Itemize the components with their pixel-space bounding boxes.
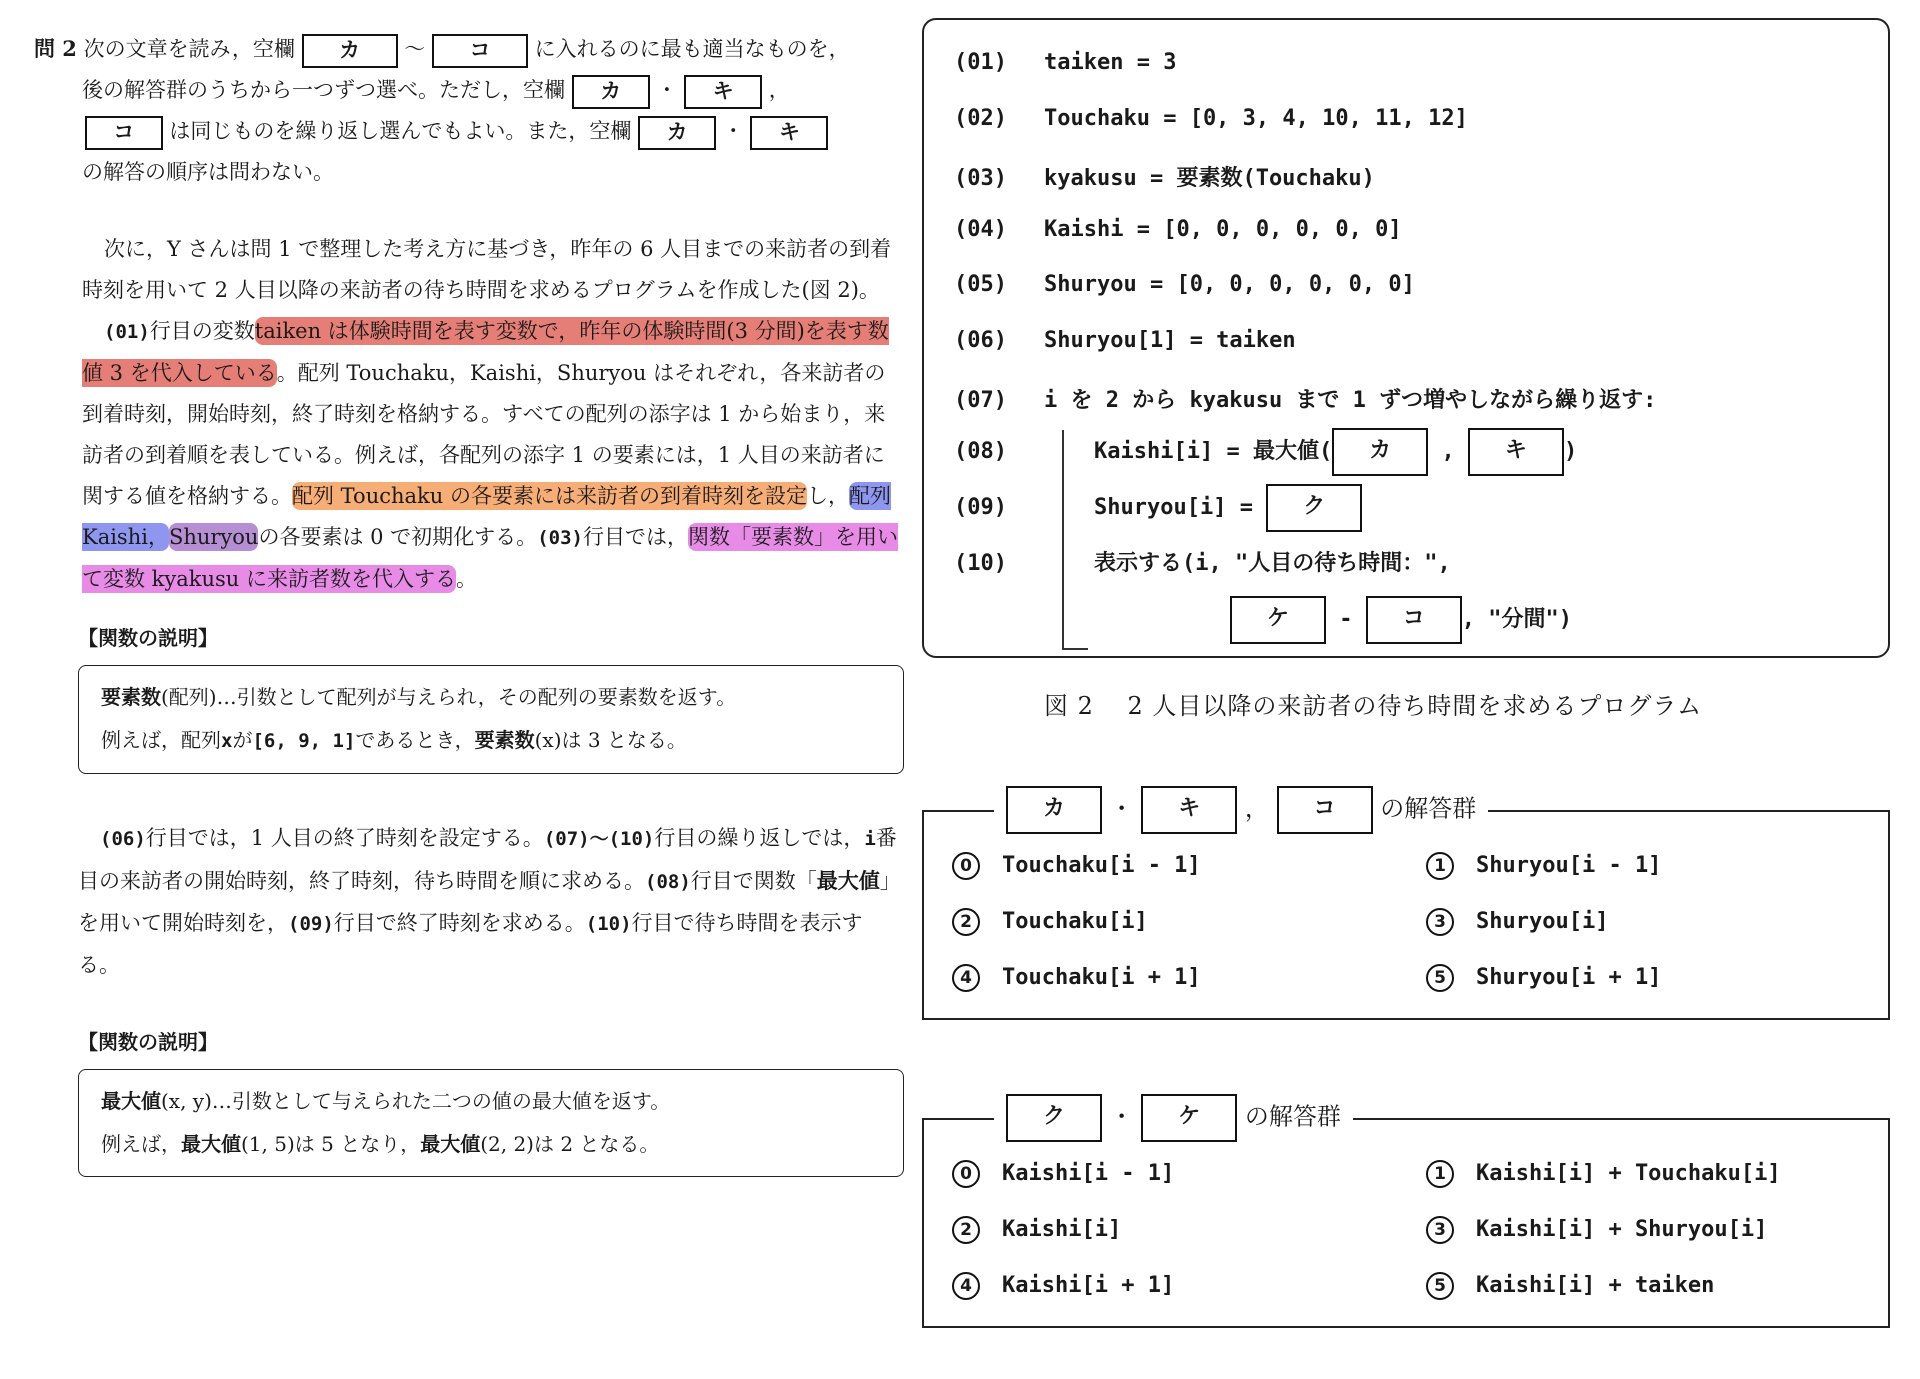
text: 行目で関数「 — [690, 869, 817, 893]
line-number: (09) — [954, 495, 1007, 520]
highlight-magenta: 関数「要素数」を用いて変数 kyakusu に来訪者数を代入する — [82, 525, 898, 591]
code: Kaishi = [0, 0, 0, 0, 0, 0] — [1044, 217, 1402, 242]
text: 。配列 Touchaku，Kaishi，Shuryou はそれぞれ，各来訪者の到着時刻，開始時刻，終了時刻を格納する。すべての配列の添字は 1 から始まり，来訪者の到着順を表している。例えば，各配列の添字 1 の要素には，1 人目の来訪者に関する値を格納する。 — [82, 361, 886, 508]
code: x — [221, 730, 233, 752]
line-number: (10) — [954, 551, 1007, 576]
answer-group-1 — [922, 794, 1890, 1020]
line-number: (04) — [954, 217, 1007, 242]
left-column — [34, 28, 904, 1177]
line-ref: (01) — [104, 321, 150, 343]
func-desc: (配列)…引数として配列が与えられ，その配列の要素数を返す。 — [161, 685, 737, 709]
comma: ， — [1244, 794, 1269, 823]
paragraph-2 — [34, 311, 904, 600]
program-line — [954, 383, 1656, 414]
text: 例えば， — [101, 1132, 181, 1156]
line-ref: (03) — [537, 527, 583, 549]
blank-ku: ク — [1006, 1094, 1102, 1142]
intro-text-1: 次の文章を読み，空欄 — [83, 37, 295, 61]
code: Shuryou = [0, 0, 0, 0, 0, 0] — [1044, 272, 1415, 297]
blank-ki: キ — [750, 116, 828, 150]
blank-ko: コ — [85, 116, 163, 150]
text: 行目では， — [582, 525, 688, 549]
line-ref: (08) — [645, 871, 691, 893]
answer-group-2 — [922, 1102, 1890, 1328]
text: (2, 2)は 2 となる。 — [480, 1132, 660, 1156]
text: 行目で終了時刻を求める。 — [333, 911, 586, 935]
line-number: (01) — [954, 50, 1007, 75]
dot: ・ — [656, 78, 678, 102]
answer-option — [1426, 908, 1608, 936]
option-number: 3 — [1426, 908, 1454, 936]
blank-ka: カ — [302, 34, 398, 68]
intro-text-3: 後の解答群のうちから一つずつ選べ。ただし，空欄 — [82, 78, 565, 102]
blank-ki: キ — [1141, 786, 1237, 834]
program-line — [954, 50, 1176, 75]
blank-ke: ケ — [1141, 1094, 1237, 1142]
option-text: Touchaku[i + 1] — [1002, 965, 1201, 990]
highlight-purple: Shuryou — [168, 525, 259, 549]
text: 行目では，1 人目の終了時刻を設定する。 — [145, 826, 544, 850]
code: Touchaku = [0, 3, 4, 10, 11, 12] — [1044, 106, 1468, 131]
program-line — [954, 328, 1296, 353]
option-text: Kaishi[i + 1] — [1002, 1273, 1175, 1298]
blank-ka: カ — [638, 116, 716, 150]
func-name: 要素数 — [474, 728, 535, 752]
dot: ・ — [1109, 794, 1134, 823]
blank-ka: カ — [572, 75, 650, 109]
question-intro — [34, 28, 904, 193]
program-line — [954, 161, 1375, 192]
option-number: 1 — [1426, 852, 1454, 880]
func-name: 最大値 — [101, 1089, 161, 1113]
option-text: Kaishi[i] + Shuryou[i] — [1476, 1217, 1768, 1242]
highlight-red: taiken は体験時間を表す変数で，昨年の体験時間(3 分間)を表す数値 3 を代入している — [82, 319, 889, 385]
answer-option — [952, 964, 1201, 992]
blank-ka: カ — [1006, 786, 1102, 834]
answer-option — [952, 1216, 1121, 1244]
program-line — [954, 272, 1415, 297]
code: - — [1339, 607, 1353, 632]
text: (1, 5)は 5 となり， — [241, 1132, 421, 1156]
text: 行目の変数 — [149, 319, 255, 343]
code: , — [1441, 439, 1455, 464]
option-text: Kaishi[i] — [1002, 1217, 1122, 1242]
text: し， — [806, 484, 849, 508]
intro-text-5: の解答の順序は問わない。 — [82, 160, 334, 184]
answer-option — [952, 908, 1148, 936]
section-heading: 【関数の説明】 — [78, 1030, 218, 1054]
comma: ， — [768, 78, 790, 102]
text: 例えば，配列 — [101, 728, 221, 752]
paragraph-1: 次に，Y さんは問 1 で整理した考え方に基づき，昨年の 6 人目までの来訪者の到着時刻を用いて 2 人目以降の来訪者の待ち時間を求めるプログラムを作成した(図 2)。 — [82, 237, 892, 302]
option-text: Kaishi[i - 1] — [1002, 1161, 1175, 1186]
function-description-box — [78, 665, 904, 774]
answer-group-heading — [994, 786, 1488, 834]
question-label: 問 2 — [34, 36, 77, 61]
code: 表示する(i, "人目の待ち時間：", — [1094, 551, 1451, 576]
answer-option — [1426, 852, 1661, 880]
program-line — [954, 428, 1577, 476]
code: Kaishi[i] = 最大値( — [1094, 439, 1333, 464]
line-ref: (06) — [100, 828, 146, 850]
func-name: 最大値 — [420, 1132, 481, 1156]
answer-group-title: の解答群 — [1244, 1102, 1341, 1131]
answer-option — [1426, 1272, 1714, 1300]
program-line-continued — [1230, 596, 1572, 644]
func-name: 最大値 — [181, 1132, 241, 1156]
option-text: Shuryou[i + 1] — [1476, 965, 1662, 990]
blank-ka: カ — [1332, 428, 1428, 476]
section-heading: 【関数の説明】 — [78, 626, 218, 650]
code: Shuryou[1] = taiken — [1044, 328, 1296, 353]
highlight-blue: 配列 Kaishi， — [82, 484, 891, 549]
option-text: Touchaku[i] — [1002, 909, 1148, 934]
answer-option — [952, 1160, 1174, 1188]
option-number: 4 — [952, 964, 980, 992]
blank-ku: ク — [1266, 484, 1362, 532]
option-text: Kaishi[i] + taiken — [1476, 1273, 1715, 1298]
func-name: 要素数 — [101, 685, 161, 709]
blank-ko: コ — [432, 34, 528, 68]
program-line — [954, 106, 1468, 131]
option-number: 0 — [952, 852, 980, 880]
right-column — [922, 18, 1892, 1298]
blank-ki: キ — [684, 75, 762, 109]
option-number: 2 — [952, 908, 980, 936]
text: 。 — [456, 567, 478, 591]
text: が — [232, 728, 253, 752]
blank-ko: コ — [1277, 786, 1373, 834]
func-desc: (x, y)…引数として与えられた二つの値の最大値を返す。 — [161, 1089, 671, 1113]
intro-text-2: に入れるのに最も適当なものを， — [534, 37, 850, 61]
blank-ki: キ — [1468, 428, 1564, 476]
line-ref: (09) — [288, 913, 334, 935]
option-text: Shuryou[i] — [1476, 909, 1609, 934]
code: Shuryou[i] = — [1094, 495, 1253, 520]
text: であるとき， — [355, 728, 475, 752]
option-number: 3 — [1426, 1216, 1454, 1244]
option-number: 2 — [952, 1216, 980, 1244]
code: , "分間") — [1461, 607, 1572, 632]
line-ref: (07)～(10) — [543, 828, 655, 850]
dot: ・ — [722, 119, 744, 143]
program-box — [922, 18, 1890, 658]
text: 行目の繰り返しでは， — [654, 826, 865, 850]
program-line — [954, 546, 1451, 577]
text: 」を用いて開始時刻を， — [78, 869, 901, 935]
text: (x)は 3 となる。 — [534, 728, 687, 752]
line-number: (07) — [954, 388, 1007, 413]
code: ) — [1563, 439, 1578, 464]
option-text: Touchaku[i - 1] — [1002, 853, 1201, 878]
option-text: Kaishi[i] + Touchaku[i] — [1476, 1161, 1781, 1186]
blank-ko: コ — [1366, 596, 1462, 644]
answer-group-heading — [994, 1094, 1353, 1142]
blank-ke: ケ — [1230, 596, 1326, 644]
option-number: 4 — [952, 1272, 980, 1300]
option-number: 5 — [1426, 964, 1454, 992]
answer-group-title: の解答群 — [1380, 794, 1477, 823]
program-line — [954, 484, 1362, 532]
line-number: (05) — [954, 272, 1007, 297]
option-number: 5 — [1426, 1272, 1454, 1300]
line-number: (08) — [954, 439, 1007, 464]
line-number: (03) — [954, 166, 1007, 191]
code: kyakusu = 要素数(Touchaku) — [1044, 166, 1375, 191]
highlight-orange: 配列 Touchaku の各要素には来訪者の到着時刻を設定 — [292, 484, 807, 508]
code: i — [864, 828, 876, 850]
option-number: 0 — [952, 1160, 980, 1188]
option-number: 1 — [1426, 1160, 1454, 1188]
paragraph-3 — [34, 818, 904, 986]
answer-option — [952, 1272, 1174, 1300]
program-line — [954, 217, 1402, 242]
text: 番目の来訪者の開始時刻，終了時刻，待ち時間を順に求める。 — [78, 826, 897, 893]
line-number: (02) — [954, 106, 1007, 131]
line-ref: (10) — [585, 913, 632, 935]
loop-bracket-end — [1062, 648, 1088, 650]
function-description-box — [78, 1069, 904, 1177]
answer-option — [1426, 1160, 1781, 1188]
text: の各要素は 0 で初期化する。 — [258, 525, 538, 549]
answer-option — [952, 852, 1201, 880]
code: i を 2 から kyakusu まで 1 ずつ増やしながら繰り返す: — [1044, 388, 1657, 413]
dot: ・ — [1109, 1102, 1134, 1131]
code: [6, 9, 1] — [252, 730, 356, 752]
text: 行目で待ち時間を表示する。 — [78, 911, 863, 977]
line-number: (06) — [954, 328, 1007, 353]
figure-caption: 図 2 2 人目以降の来訪者の待ち時間を求めるプログラム — [1044, 692, 1703, 720]
answer-option — [1426, 964, 1661, 992]
answer-option — [1426, 1216, 1767, 1244]
option-text: Shuryou[i - 1] — [1476, 853, 1662, 878]
intro-text-4: は同じものを繰り返し選んでもよい。また，空欄 — [169, 119, 632, 143]
tilde: ～ — [404, 37, 426, 61]
code: taiken = 3 — [1044, 50, 1177, 75]
func-name: 最大値 — [816, 868, 880, 893]
